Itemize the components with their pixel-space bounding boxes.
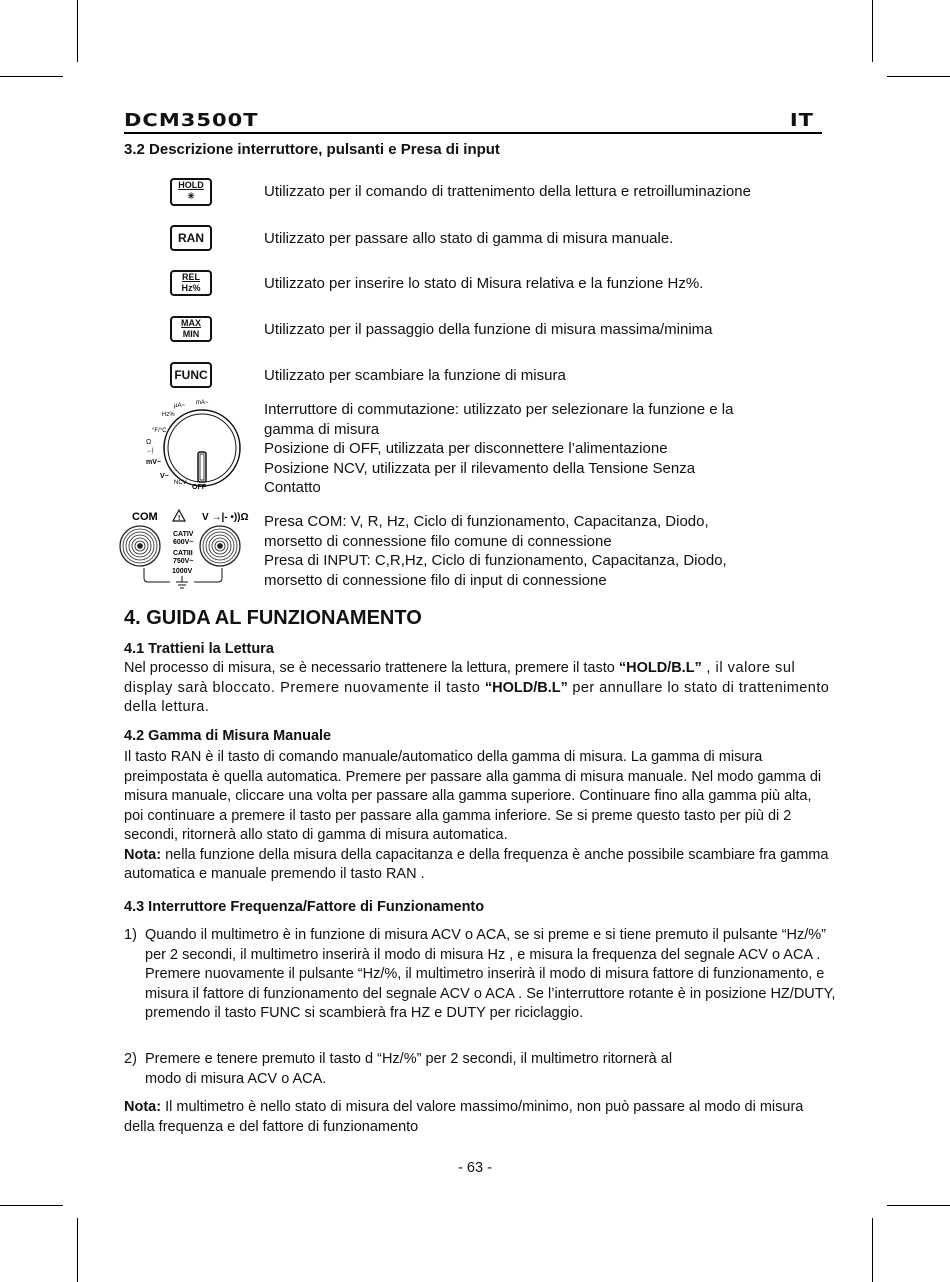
language-code: IT [789,110,814,131]
switch-label-temp: °F/°C [152,428,167,434]
text-span: per annullare lo stato di trattenimento della lettura. [124,679,830,715]
crop-mark [0,76,63,77]
switch-description [264,400,824,498]
backlight-icon: ✳ [187,191,195,201]
text-span: , il valore sul display sarà bloccato. Premere nuovamente il tasto [124,660,796,696]
ran-icon-label: RAN [178,231,204,245]
switch-line: gamma di misura [264,420,380,438]
cat-iii-label: CATIII [173,550,193,557]
model-name: DCM3500T [124,110,259,131]
rel-button-icon [170,270,212,296]
switch-label-ma: mA~ [196,400,209,406]
section-4-1-text [124,659,832,718]
jacks-description [264,512,824,590]
section-4-title: 4. GUIDA AL FUNZIONAMENTO [124,607,422,629]
list-item [124,926,840,1024]
jacks-line: Presa di INPUT: C,R,Hz, Ciclo di funzionamento, Capacitanza, Diodo, [264,552,727,569]
crop-mark [887,1205,950,1206]
hz-icon-label: Hz% [181,283,201,293]
switch-line: Posizione NCV, utilizzata per il rilevamento della Tensione Senza [264,459,696,477]
list-item-text: modo di misura ACV o ACA. [145,1070,327,1087]
rel-description: Utilizzato per inserire lo stato di Misura relativa e la funzione Hz%. [264,275,704,292]
note-text: nella funzione della misura della capacitanza e della frequenza è anche possibile scambiare fra gamma automatica e manuale premendo il tasto RAN . [124,846,829,882]
maxmin-button-icon [170,316,212,342]
switch-label-v: V~ [160,473,169,480]
switch-label-diode: →| [146,448,154,454]
com-jack [120,526,160,566]
hold-icon-label: HOLD [178,180,204,190]
note-label: Nota: [124,846,162,863]
crop-mark [0,1205,63,1206]
cat-iv-voltage: 600V~ [173,539,194,546]
note-text: Il multimetro è nello stato di misura del valore massimo/minimo, non può passare al modo di misura della frequenza e del fattore di funzionamento [124,1099,804,1135]
jacks-line: morsetto di connessione filo comune di connessione [264,532,612,550]
jacks-line: morsetto di connessione filo di input di connessione [264,571,607,589]
crop-mark [77,1218,78,1282]
section-4-2-text [124,748,832,885]
text-span: Il tasto RAN è il tasto di comando manuale/automatico della gamma di misura. La gamma di misura preimpostata è quella automatica. Premere per passare alla gamma di misura manuale. Nel modo gamma di misura manuale, cliccare una volta per passare alla gamma superiore. Continuare fino alla gamma più alta, poi continuare a premere il tasto per passare alla gamma inferiore. Se si preme questo tasto per più di 2 secondi, ritornerà allo stato di gamma di misura automatica. [124,749,822,843]
svg-text:!: ! [178,515,181,522]
ground-icon [176,576,188,588]
section-4-2-title: 4.2 Gamma di Misura Manuale [124,728,332,744]
list-item [124,1050,840,1089]
switch-label-off: OFF [192,484,206,491]
func-description: Utilizzato per scambiare la funzione di misura [264,367,566,384]
list-number: 2) [124,1051,137,1067]
input-jack [200,526,240,566]
func-button-icon [170,362,212,388]
switch-label-ohm: Ω [146,439,152,446]
hold-key-name: “HOLD/B.L” [618,660,702,676]
hold-key-name: “HOLD/B.L” [484,679,568,696]
rotary-switch-icon [138,396,248,492]
switch-label-ncv: NCV [174,480,187,486]
list-number: 1) [124,927,137,943]
ran-button-icon [170,225,212,251]
input-jacks-icon [118,508,260,590]
maxmin-description: Utilizzato per il passaggio della funzione di misura massima/minima [264,321,713,338]
ran-description: Utilizzato per passare allo stato di gamma di misura manuale. [264,230,674,247]
switch-label-mv: mV~ [146,459,161,466]
crop-mark [887,76,950,77]
header-rule [124,132,822,134]
list-item-text: Premere e tenere premuto il tasto d “Hz/%” per 2 secondi, il multimetro ritornerà al [145,1051,673,1067]
min-icon-label: MIN [182,329,200,339]
list-item-text: Quando il multimetro è in funzione di misura ACV o ACA, se si preme e si tiene premuto il pulsante “Hz/%” per 2 secondi, il multimetro inserirà il modo di misura Hz , e misura la frequenza del segnale ACV o ACA . Premere nuovamente il pulsante “Hz/%, il multimetro inserirà il modo di misura fattore di funzionamento, e misura il fattore di funzionamento del segnale ACV o ACA . Se l’interruttore rotante è in posizione HZ/DUTY, premendo il tasto FUNC si scambierà fra HZ e DUTY per riciclaggio. [145,927,836,1021]
max-voltage-label: 1000V [172,568,193,575]
switch-label-ua: µA~ [174,403,185,409]
com-label: COM [132,511,158,523]
text-span: Nel processo di misura, se è necessario trattenere la lettura, premere il tasto [124,660,619,676]
section-4-1-title: 4.1 Trattieni la Lettura [124,641,274,657]
crop-mark [77,0,78,62]
cat-iv-label: CATIV [173,531,194,538]
page-number: - 63 - [458,1160,492,1176]
section-4-3-title: 4.3 Interruttore Frequenza/Fattore di Funzionamento [124,899,485,915]
hold-button-icon [170,178,212,206]
crop-mark [872,0,873,62]
cat-iii-voltage: 750V~ [173,558,194,565]
input-label: V →|- •))Ω [202,512,249,523]
switch-line: Contatto [264,479,321,496]
section-3-2-title: 3.2 Descrizione interruttore, pulsanti e Presa di input [124,141,500,158]
func-icon-label: FUNC [174,368,208,382]
rel-icon-label: REL [182,272,200,282]
max-icon-label: MAX [181,318,201,328]
note-label: Nota: [124,1099,162,1115]
hold-description: Utilizzato per il comando di trattenimento della lettura e retroilluminazione [264,183,751,200]
jacks-line: Presa COM: V, R, Hz, Ciclo di funzionamento, Capacitanza, Diodo, [264,513,709,530]
switch-label-hz: Hz% [162,412,175,418]
section-4-3-note [124,1098,832,1137]
switch-line: Interruttore di commutazione: utilizzato per selezionare la funzione e la [264,401,734,418]
crop-mark [872,1218,873,1282]
switch-line: Posizione di OFF, utilizzata per disconnettere l’alimentazione [264,440,668,457]
